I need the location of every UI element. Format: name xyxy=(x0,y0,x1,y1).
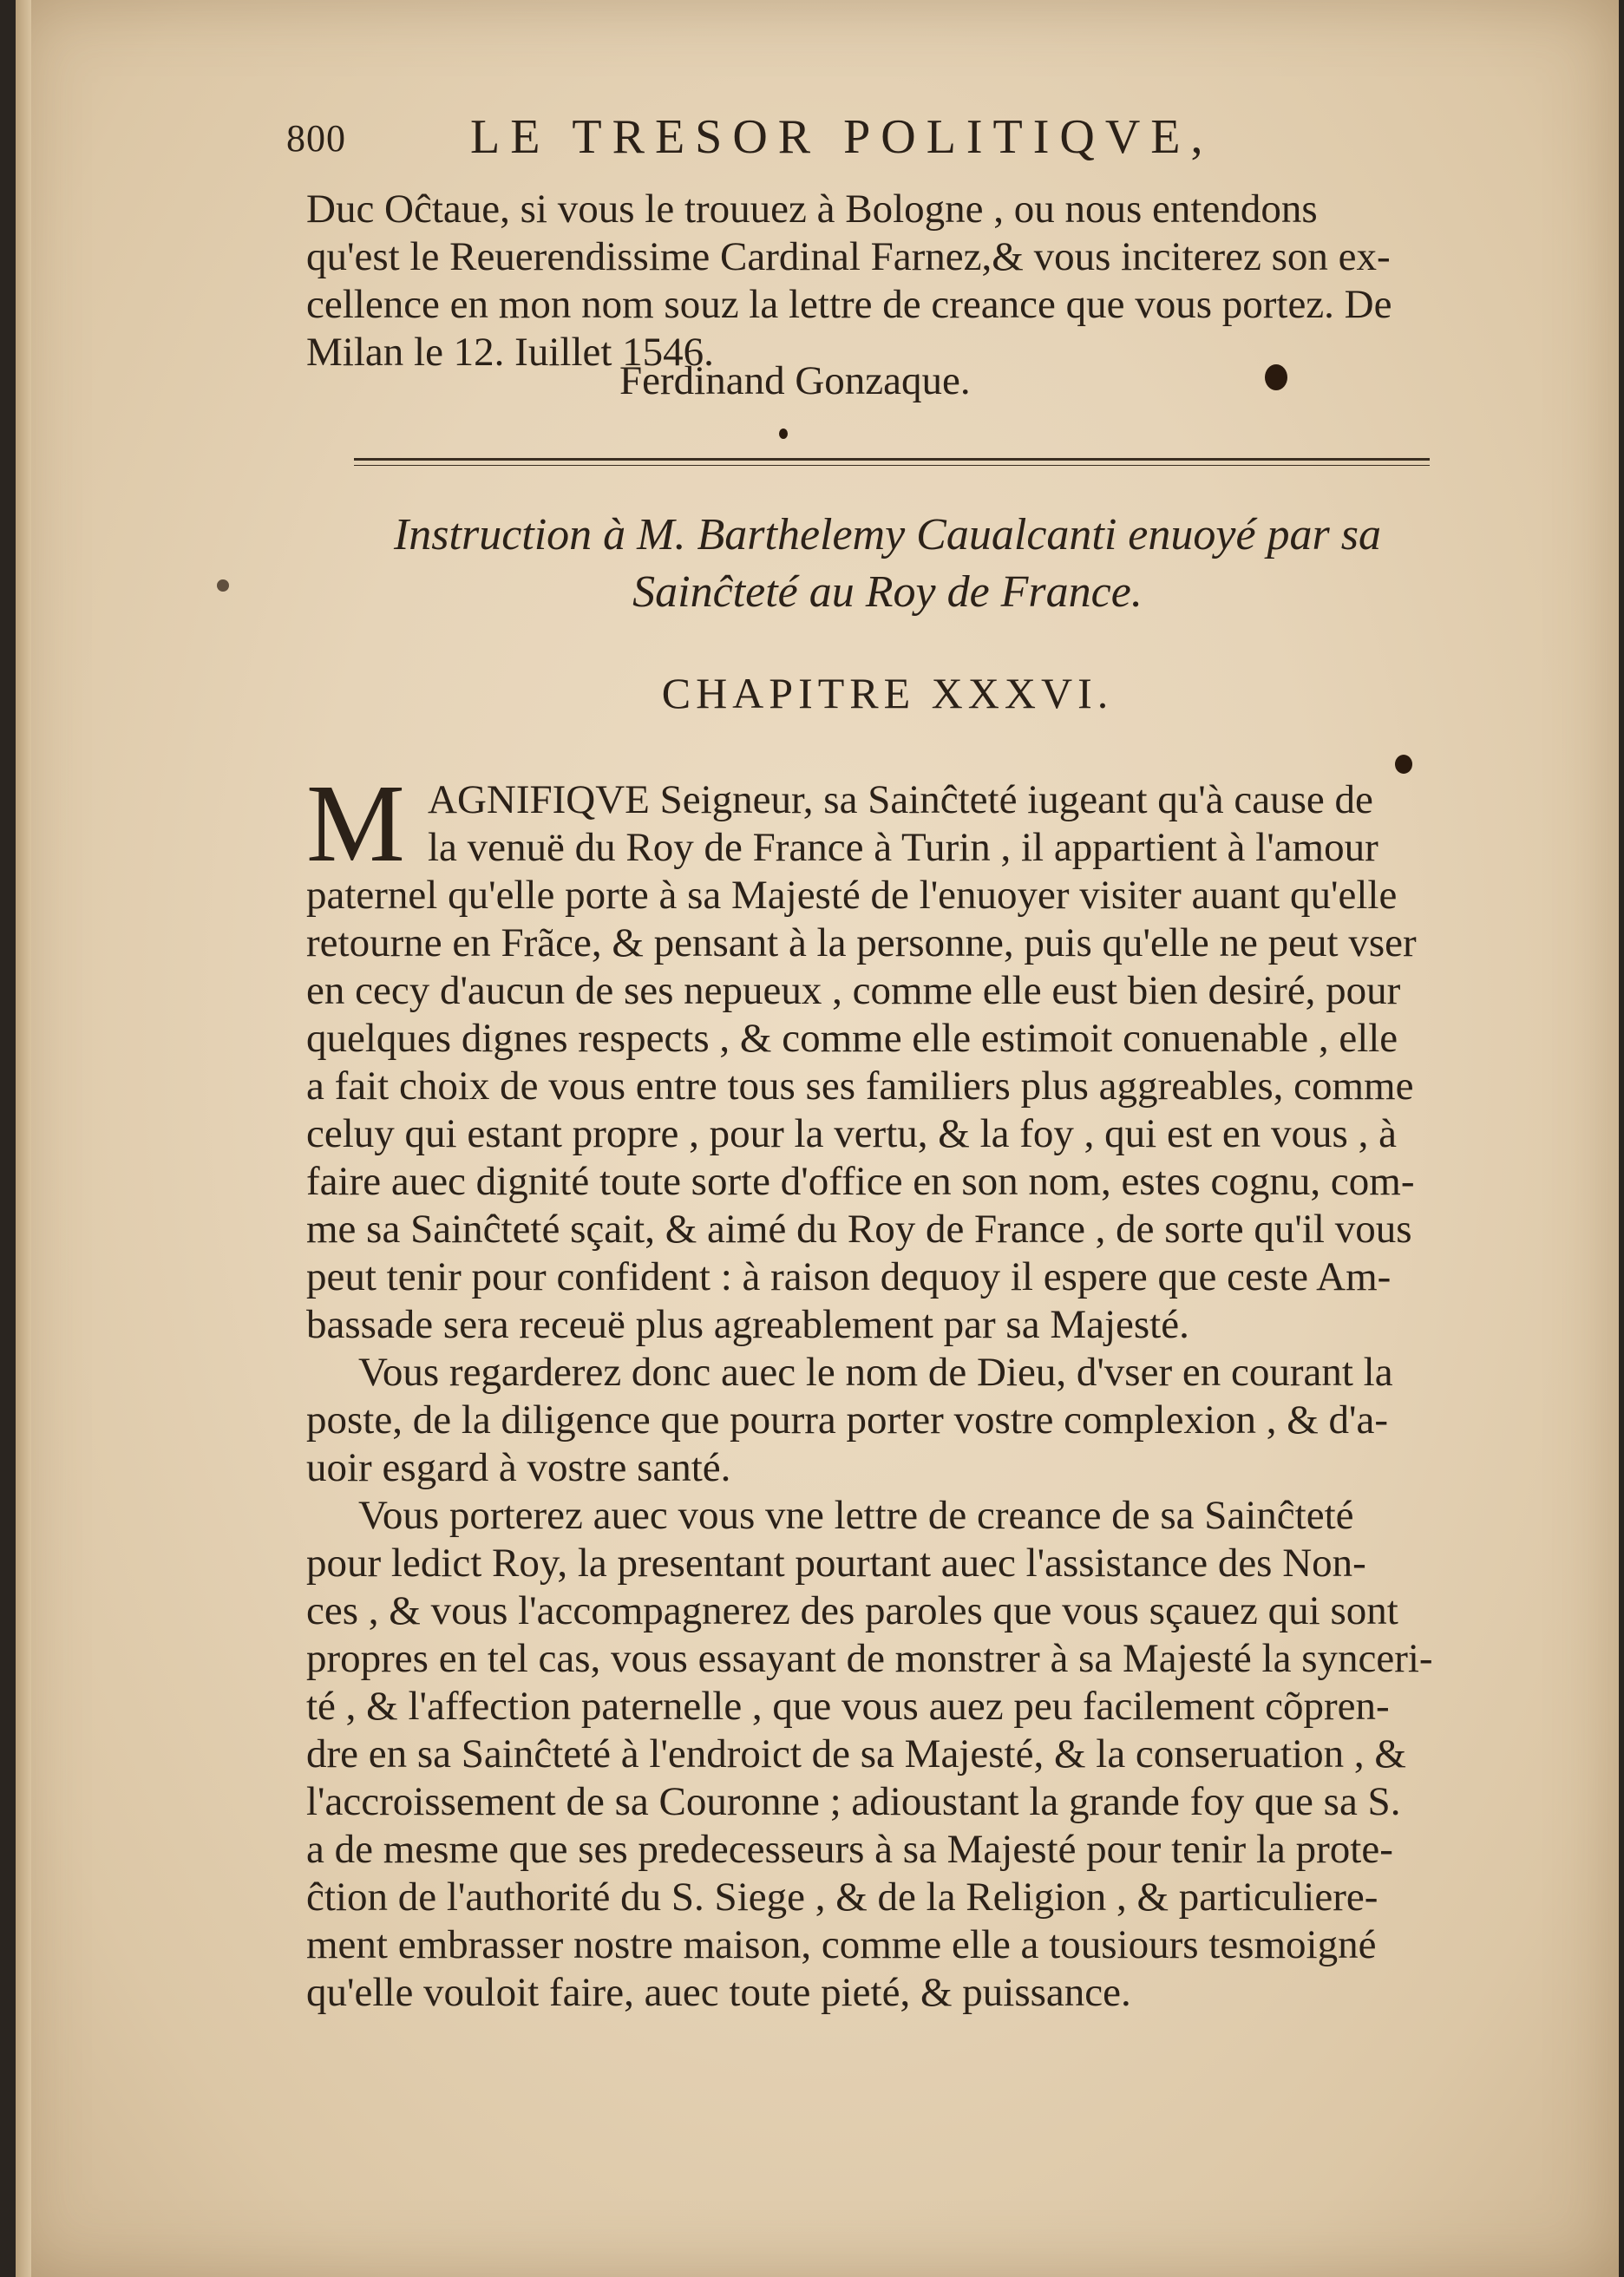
text-line: qu'elle vouloit faire, auec toute pieté, & puissance. xyxy=(306,1970,1131,2015)
text-line: Vous regarderez donc auec le nom de Dieu, d'vser en courant la xyxy=(358,1350,1393,1395)
text-line: Vous porterez auec vous vne lettre de creance de sa Sainĉteté xyxy=(358,1493,1354,1538)
text-line: pour ledict Roy, la presentant pourtant auec l'assistance des Non- xyxy=(306,1541,1366,1586)
text-line: ĉtion de l'authorité du S. Siege , & de la Religion , & particuliere- xyxy=(306,1875,1378,1920)
text-line: AGNIFIQVE Seigneur, sa Sainĉteté iugeant qu'à cause de xyxy=(428,777,1373,822)
chapter-body xyxy=(306,776,1469,2017)
text-line: faire auec dignité toute sorte d'office en son nom, estes cognu, com- xyxy=(306,1159,1415,1204)
section-divider xyxy=(354,458,1430,461)
text-line: la venuë du Roy de France à Turin , il appartient à l'amour xyxy=(428,825,1378,870)
text-line: a de mesme que ses predecesseurs à sa Majesté pour tenir la prote- xyxy=(306,1827,1393,1872)
text-line: Milan le 12. Iuillet 1546. xyxy=(306,330,714,375)
text-line: retourne en Frãce, & pensant à la personne, puis qu'elle ne peut vser xyxy=(306,920,1417,965)
text-line: ment embrasser nostre maison, comme elle a tousiours tesmoigné xyxy=(306,1922,1377,1967)
ink-spot xyxy=(1395,755,1412,774)
text-line: propres en tel cas, vous essayant de monstrer à sa Majesté la synceri- xyxy=(306,1636,1433,1681)
text-line: paternel qu'elle porte à sa Majesté de l'enuoyer visiter auant qu'elle xyxy=(306,873,1398,918)
ink-spot xyxy=(779,429,788,439)
text-line: quelques dignes respects , & comme elle estimoit conuenable , elle xyxy=(306,1016,1398,1061)
ink-spot xyxy=(217,579,229,592)
text-line: qu'est le Reuerendissime Cardinal Farnez,& vous inciterez son ex- xyxy=(306,234,1391,279)
page-header xyxy=(286,109,1310,179)
section-divider-thin xyxy=(354,465,1430,466)
text-line: celuy qui estant propre , pour la vertu, & la foy , qui est en vous , à xyxy=(306,1111,1397,1156)
signature: Ferdinand Gonzaque. xyxy=(619,358,971,403)
section-title-line: Instruction à M. Barthelemy Caualcanti enuoyé par sa xyxy=(393,510,1382,559)
chapter-heading: CHAPITRE XXXVI. xyxy=(661,669,1114,717)
text-line: poste, de la diligence que pourra porter vostre complexion , & d'a- xyxy=(306,1397,1389,1443)
text-line: té , & l'affection paternelle , que vous auez peu facilement cõpren- xyxy=(306,1684,1390,1729)
text-line: cellence en mon nom souz la lettre de creance que vous portez. De xyxy=(306,282,1392,327)
text-line: l'accroissement de sa Couronne ; adioustant la grande foy que sa S. xyxy=(306,1779,1401,1824)
book-page xyxy=(16,0,1619,2277)
text-line: a fait choix de vous entre tous ses familiers plus aggreables, comme xyxy=(306,1063,1414,1109)
letter-ending xyxy=(306,186,1469,376)
drop-capital: M xyxy=(306,762,405,885)
text-line: ces , & vous l'accompagnerez des paroles que vous sçauez qui sont xyxy=(306,1588,1398,1633)
text-line: dre en sa Sainĉteté à l'endroict de sa Majesté, & la conseruation , & xyxy=(306,1731,1406,1776)
text-line: uoir esgard à vostre santé. xyxy=(306,1445,731,1490)
text-line: Duc Oĉtaue, si vous le trouuez à Bologne , ou nous entendons xyxy=(306,186,1318,232)
page-number: 800 xyxy=(286,117,346,160)
text-line: peut tenir pour confident : à raison dequoy il espere que ceste Am- xyxy=(306,1254,1392,1299)
text-line: en cecy d'aucun de ses nepueux , comme elle eust bien desiré, pour xyxy=(306,968,1401,1013)
page-gutter xyxy=(16,0,31,2277)
text-line: bassade sera receuë plus agreablement par sa Majesté. xyxy=(306,1302,1189,1347)
text-line: me sa Sainĉteté sçait, & aimé du Roy de France , de sorte qu'il vous xyxy=(306,1207,1412,1252)
section-title xyxy=(302,507,1473,621)
running-title: LE TRESOR POLITIQVE, xyxy=(470,110,1214,164)
section-title-line: Sainĉteté au Roy de France. xyxy=(632,567,1143,617)
